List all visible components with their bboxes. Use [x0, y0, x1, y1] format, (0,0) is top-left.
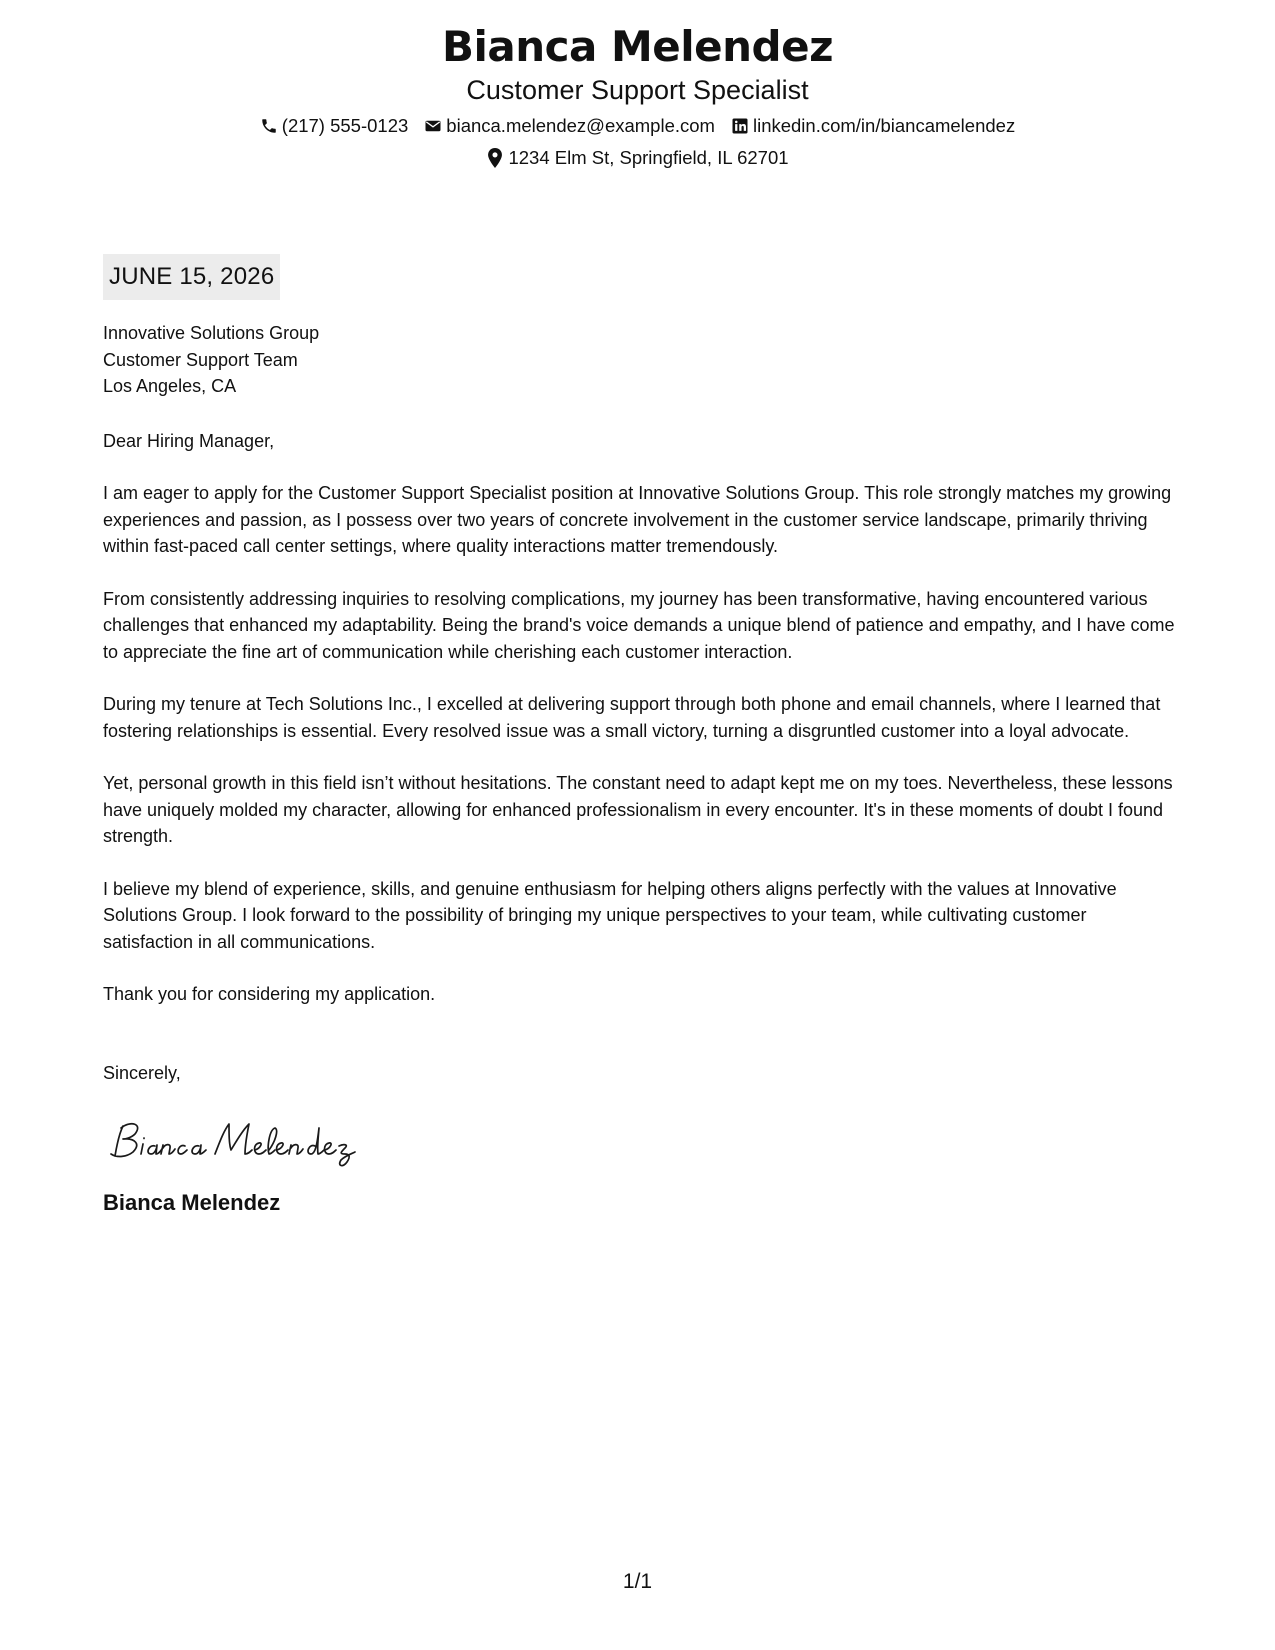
linkedin-icon: [731, 117, 749, 135]
body-paragraph: I believe my blend of experience, skills, and genuine enthusiasm for helping others aligns perfectly with the values at Innovative Solutions Group. I look forward to the possibility of bringing my unique perspectives to your team, while cultivating customer satisfaction in all communications.: [103, 878, 1117, 952]
applicant-name: Bianca Melendez: [441, 22, 834, 71]
recipient-company: Innovative Solutions Group: [103, 323, 320, 343]
handwritten-signature: [103, 1114, 1178, 1174]
greeting: Dear Hiring Manager,: [103, 430, 275, 451]
contact-email: [424, 114, 715, 138]
recipient-block: [103, 320, 1178, 400]
body-paragraph: Yet, personal growth in this field isn’t without hesitations. The constant need to adapt kept me on my toes. Nevertheless, these lessons have uniquely molded my character, allowing for enhanced professionalism in every encounter. It's in these moments of doubt I found strength.: [103, 773, 1173, 846]
closing: Sincerely,: [103, 1062, 181, 1083]
email-text: bianca.melendez@example.com: [446, 115, 715, 136]
letter-date: [103, 254, 280, 300]
body-paragraph: I am eager to apply for the Customer Support Specialist position at Innovative Solutions Group. This role strongly matches my growing experiences and passion, as I possess over two years of concrete involvement in the customer service landscape, primarily thriving within fast-paced call center settings, where quality interactions matter tremendously.: [103, 483, 1172, 556]
signed-name: Bianca Melendez: [103, 1190, 281, 1215]
map-pin-icon: [486, 149, 504, 167]
body-paragraph: During my tenure at Tech Solutions Inc., I excelled at delivering support through both phone and email channels, where I learned that fostering relationships is essential. Every resolved issue was a small victory, turning a disgruntled customer into a loyal advocate.: [103, 694, 1161, 741]
page-number: 1/1: [622, 1570, 653, 1593]
recipient-team: Customer Support Team: [103, 349, 298, 370]
phone-text: (217) 555-0123: [281, 115, 409, 136]
letter-header: [0, 22, 1275, 170]
body-paragraph: Thank you for considering my application.: [103, 984, 436, 1004]
contact-phone: [260, 114, 409, 138]
address-text: 1234 Elm St, Springfield, IL 62701: [508, 147, 789, 168]
linkedin-text: linkedin.com/in/biancamelendez: [752, 115, 1016, 136]
date-text: JUNE 15, 2026: [109, 263, 275, 290]
phone-icon: [260, 117, 278, 135]
contact-linkedin: [731, 114, 1015, 138]
applicant-title: Customer Support Specialist: [466, 75, 809, 105]
recipient-location: Los Angeles, CA: [103, 376, 237, 396]
contact-row: [0, 114, 1275, 138]
address-row: [0, 146, 1275, 170]
body-paragraph: From consistently addressing inquiries to resolving complications, my journey has been transformative, having encountered various challenges that enhanced my adaptability. Being the brand's voice demands a unique blend of patience and empathy, and I have come to appreciate the fine art of communication while cherishing each customer interaction.: [103, 588, 1175, 662]
signature-graphic: [103, 1114, 363, 1174]
contact-address: [486, 146, 788, 170]
envelope-icon: [424, 117, 442, 135]
letter-body: [103, 320, 1178, 1217]
